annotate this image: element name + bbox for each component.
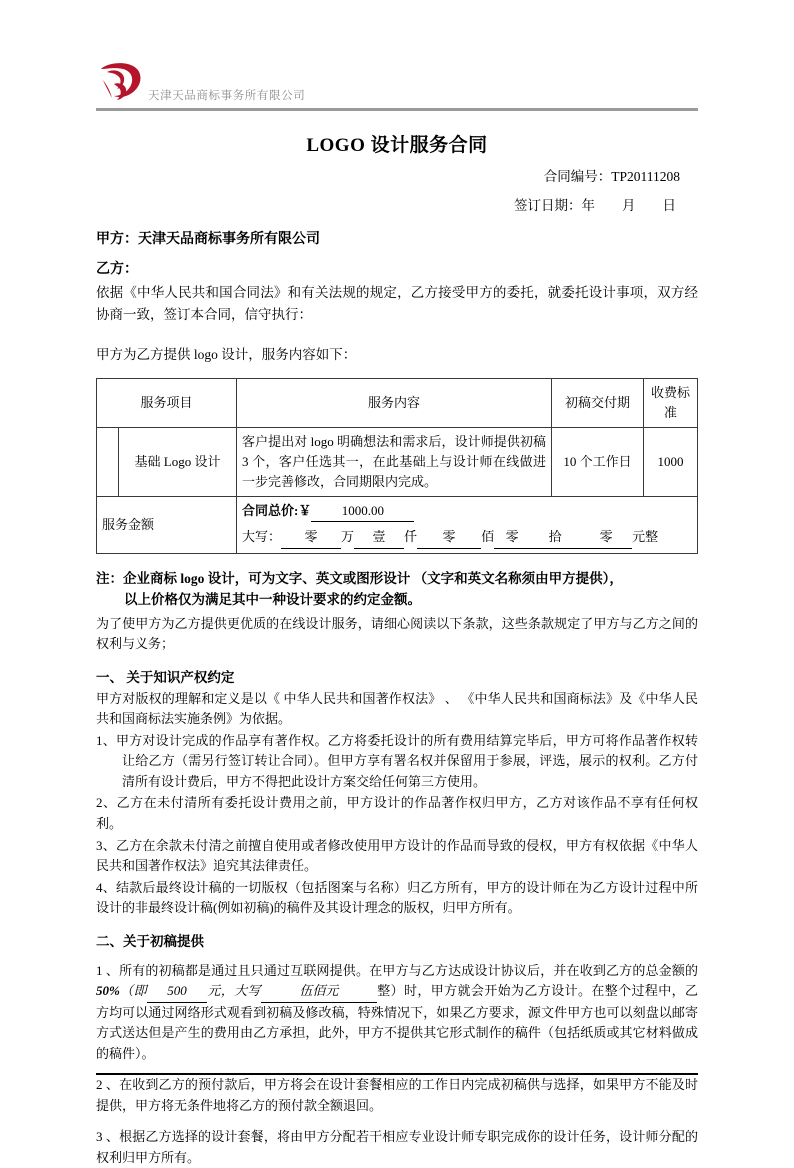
table-cell-item: 基础 Logo 设计 <box>119 427 237 496</box>
section-2-mid-3: 整）时，甲方就会开始为乙方设计。在整个过程中，乙方均可以通过网络形式观看到初稿及修改稿，特殊情况下，如果乙方要求，源文件甲方也可以刻盘以邮寄方式送达但是产生的费用由乙方承担，此外，甲方不提供其它形式制作的稿件（包括纸质或其它材料做成的稿件）。 <box>96 983 698 1061</box>
section-1-item-4: 4、结款后最终设计稿的一切版权（包括图案与名称）归乙方所有，甲方的设计师在为乙方设计过程中所设计的非最终设计稿(例如初稿)的稿件及其设计理念的版权，归甲方所有。 <box>96 879 698 916</box>
footer-divider <box>96 1073 698 1075</box>
section-1-item-1: 1、甲方对设计完成的作品享有著作权。乙方将委托设计的所有费用结算完毕后，甲方可将作品著作权转让给乙方（需另行签订转让合同）。但甲方享有署名权并保留用于参展，评选，展示的权利。乙方付清所有设计费后，甲方不得把此设计方案交给任何第三方使用。 <box>96 732 698 789</box>
table-amount-row <box>97 497 698 553</box>
amount-in-words-line <box>242 527 692 548</box>
page-title: LOGO 设计服务合同 <box>306 135 488 156</box>
party-a: 甲方：天津天品商标事务所有限公司 <box>96 232 320 247</box>
amount-label: 服务金额 <box>97 497 237 553</box>
table-header-row <box>97 378 698 427</box>
contract-basis-paragraph: 依据《中华人民共和国合同法》和有关法规的规定，乙方接受甲方的委托，就委托设计事项，双方经协商一致，签订本合同，信守执行： <box>96 285 698 322</box>
section-2-percent: 50% <box>96 983 120 999</box>
phoenix-swirl-logo-icon <box>98 60 146 106</box>
section-2-heading: 二、关于初稿提供 <box>96 933 204 949</box>
note-line-1: 注：企业商标 logo 设计，可为文字、英文或图形设计 （文字和英文名称须由甲方提供）， <box>96 570 623 586</box>
service-table <box>96 378 698 554</box>
section-2-item-1-prefix: 1 、所有的初稿都是通过且只通过互联网提供。在甲方与乙方达成设计协议后，并在收到乙方的总金额的 <box>96 962 698 978</box>
amount-word-4: 零 <box>417 527 481 548</box>
section-2-amount-words: 伍佰元 <box>261 981 377 1003</box>
contract-number-value: TP20111208 <box>611 169 680 184</box>
amount-word-2: 壹 <box>354 527 404 548</box>
document-header <box>96 0 698 120</box>
preamble-paragraph: 为了使甲方为乙方提供更优质的在线设计服务，请细心阅读以下条款，这些条款规定了甲方与乙方之间的权利与义务； <box>96 615 698 652</box>
section-2-item-3: 3 、根据乙方选择的设计套餐，将由甲方分配若干相应专业设计师专职完成你的设计任务，设计师分配的权利归甲方所有。 <box>96 1129 698 1165</box>
amount-word-7: 拾 <box>530 527 580 548</box>
table-cell-fee: 1000 <box>644 427 698 496</box>
table-cell-delivery: 10 个工作日 <box>552 427 644 496</box>
party-b: 乙方： <box>96 262 138 277</box>
table-header-item: 服务项目 <box>97 378 237 427</box>
contract-number-label: 合同编号： <box>543 169 612 184</box>
contract-number-line <box>96 165 698 185</box>
note-block <box>96 568 698 611</box>
table-row-marker-cell <box>97 427 119 496</box>
table-header-delivery: 初稿交付期 <box>552 378 644 427</box>
amount-word-8: 零 <box>580 527 632 548</box>
contract-total-label: 合同总价:￥ <box>242 503 312 519</box>
contract-total-value: 1000.00 <box>311 501 414 522</box>
amount-body <box>237 497 698 553</box>
section-2-amount-number: 500 <box>147 981 207 1003</box>
sign-date-value: 年 月 日 <box>581 198 676 213</box>
amount-words-label: 大写： <box>242 529 282 545</box>
amount-word-1: 万 <box>341 529 355 545</box>
section-2-item-1 <box>96 961 698 1065</box>
section-1-item-3: 3、乙方在余款未付清之前擅自使用或者修改使用甲方设计的作品而导致的侵权，甲方有权依据《中华人民共和国著作权法》追究其法律责任。 <box>96 837 698 874</box>
section-1-intro: 甲方对版权的理解和定义是以《 中华人民共和国著作权法》 、 《中华人民共和国商标法》及《中华人民共和国商标法实施条例》为依据。 <box>96 690 698 727</box>
amount-word-5: 佰 <box>481 529 495 545</box>
amount-word-0: 零 <box>281 527 341 548</box>
table-cell-description: 客户提出对 logo 明确想法和需求后，设计师提供初稿 3 个，客户任选其一，在此基础上与设计师在线做进一步完善修改，合同期限内完成。 <box>237 427 552 496</box>
note-line-2: 以上价格仅为满足其中一种设计要求的约定金额。 <box>124 592 421 608</box>
section-2-item-2: 2 、在收到乙方的预付款后，甲方将会在设计套餐相应的工作日内完成初稿供与选择，如果甲方不能及时提供，甲方将无条件地将乙方的预付款全额退回。 <box>96 1077 698 1113</box>
company-name: 天津天品商标事务所有限公司 <box>148 90 306 102</box>
header-branding <box>96 58 698 106</box>
section-1-heading: 一、 关于知识产权约定 <box>96 669 235 685</box>
service-lead-paragraph: 甲方为乙方提供 logo 设计，服务内容如下： <box>96 346 357 362</box>
amount-word-3: 仟 <box>404 529 418 545</box>
sign-date-label: 签订日期： <box>514 198 582 213</box>
sign-date-line <box>96 194 698 214</box>
amount-word-9: 元整 <box>632 529 659 545</box>
amount-word-6: 零 <box>494 527 530 548</box>
section-2-mid-1: （即 <box>119 983 147 999</box>
table-header-fee: 收费标准 <box>644 378 698 427</box>
section-2-mid-2: 元，大写 <box>206 983 261 999</box>
section-1-item-2: 2、乙方在未付清所有委托设计费用之前，甲方设计的作品著作权归甲方，乙方对该作品不享有任何权利。 <box>96 795 698 831</box>
table-row <box>97 427 698 496</box>
contract-total-line <box>242 501 692 522</box>
header-divider <box>96 108 698 111</box>
table-header-content: 服务内容 <box>237 378 552 427</box>
